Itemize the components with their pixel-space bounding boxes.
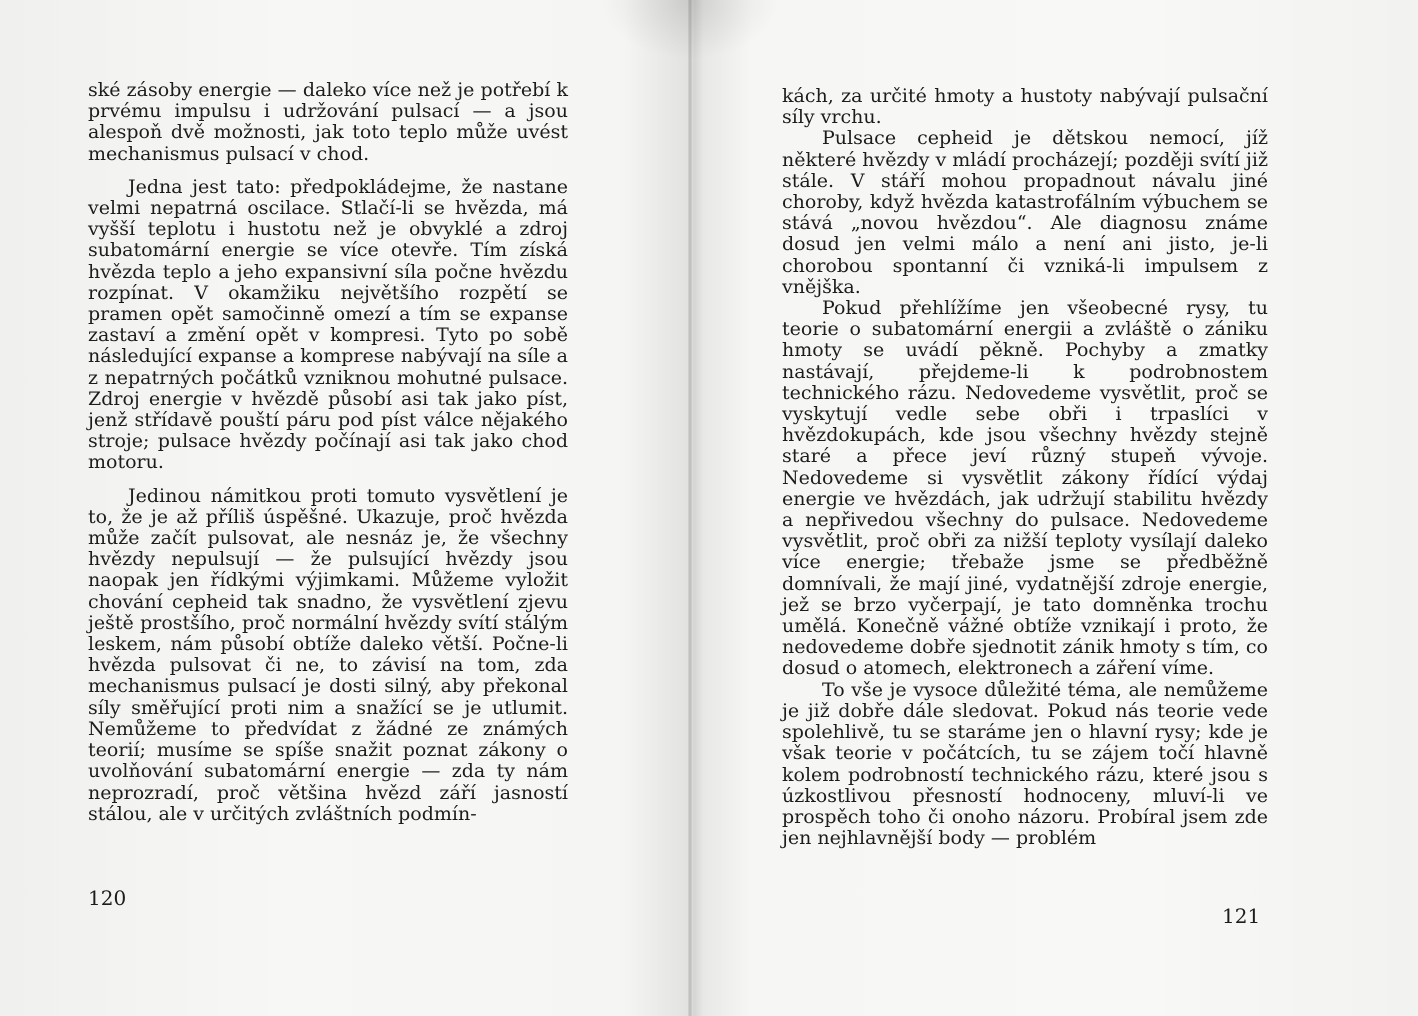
book-gutter [688, 0, 692, 1016]
right-paragraph-3: Pokud přehlížíme jen všeobecné rysy, tu teorie o subatomární energii a zvláště o zániku hmoty se uvádí pěkně. Pochyby a zmatky nastávají, přejdeme-li k podrobnostem technického rázu. Nedovedeme vysvětlit, proč se vyskytují vedle sebe obři i trpaslíci v hvězdokupách, kde jsou všechny hvězdy stejně staré a přece jeví různý stupeň vývoje. Nedovedeme si vysvětlit zákony řídící výdaj energie ve hvězdách, jak udržují stabilitu hvězdy a nepřivedou všechny do pulsace. Nedovedeme vysvětlit, proč obři za nižší teploty vysílají daleko více energie; třebaže jsme se předběžně domnívali, že mají jiné, vydatnější zdroje energie, jež se brzo vyčerpají, je tato domněnka trochu umělá. Konečně vážné obtíže vznikají i proto, že nedovedeme dobře sjednotit zánik hmoty s tím, co dosud o atomech, elektronech a záření víme. [782, 297, 1268, 680]
right-paragraph-4: To vše je vysoce důležité téma, ale nemůžeme je již dobře dále sledovat. Pokud nás teorie vede spolehlivě, tu se staráme jen o hlavní rysy; kde je však teorie v počátcích, tu se zájem točí hlavně kolem podrobností technického rázu, které jsou s úzkostlivou přesností hodnoceny, mluví-li ve prospěch toho či onoho názoru. Probíral jsem zde jen nejhlavnější body — problém [782, 678, 1268, 850]
left-page [88, 80, 568, 825]
page-number-left: 120 [88, 886, 127, 910]
left-paragraph-3: Jedinou námitkou proti tomuto vysvětlení je to, že je až příliš úspěšné. Ukazuje, proč hvězda může začít pulsovat, ale nesnáz je, že všechny hvězdy nepulsují — že pulsující hvězdy jsou naopak jen řídkými výjimkami. Můžeme vyložit chování cepheid tak snadno, že vysvětlení zjevu ještě prostšího, proč normální hvězdy svítí stálým leskem, nám působí obtíže daleko větší. Počne-li hvězda pulsovat či ne, to závisí na tom, zda mechanismus pulsací je dosti silný, aby překonal síly směřující proti nim a snažící se je utlumit. Nemůžeme to předvídat z žádné ze známých teorií; musíme se spíše snažit poznat zákony o uvolňování subatomární energie — zda ty nám neprozradí, proč většina hvězd září jasností stálou, ale v určitých zvláštních podmín- [88, 484, 568, 825]
right-paragraph-2: Pulsace cepheid je dětskou nemocí, jíž některé hvězdy v mládí procházejí; později svítí již stále. V stáří mohou propadnout návalu jiné choroby, když hvězda katastrofálním výbuchem se stává „novou hvězdou“. Ale diagnosu známe dosud jen velmi málo a není ani jisto, je-li chorobou spontanní či vzniká-li impulsem z vnějška. [782, 127, 1268, 298]
left-paragraph-2: Jedna jest tato: předpokládejme, že nastane velmi nepatrná oscilace. Stlačí-li se hvězda, má vyšší teplotu i hustotu než je obvyklé a zdroj subatomární energie se více otevře. Tím získá hvězda teplo a jeho expansivní síla počne hvězdu rozpínat. V okamžiku největšího rozpětí se pramen opět samočinně omezí a tím se expanse zastaví a změní opět v kompresi. Tyto po sobě následující expanse a komprese nabývají na síle a z nepatrných počátků vzniknou mohutné pulsace. Zdroj energie v hvězdě působí asi tak jako píst, jenž střídavě pouští páru pod píst válce nějakého stroje; pulsace hvězdy počínají asi tak jako chod motoru. [88, 175, 568, 474]
page-number-right: 121 [1222, 904, 1261, 928]
right-page [782, 86, 1268, 849]
left-paragraph-1: ské zásoby energie — daleko více než je potřebí k prvému impulsu i udržování pulsací — a jsou alespoň dvě možnosti, jak toto teplo může uvést mechanismus pulsací v chod. [88, 79, 568, 165]
right-paragraph-1: kách, za určité hmoty a hustoty nabývají pulsační síly vrchu. [782, 85, 1268, 129]
